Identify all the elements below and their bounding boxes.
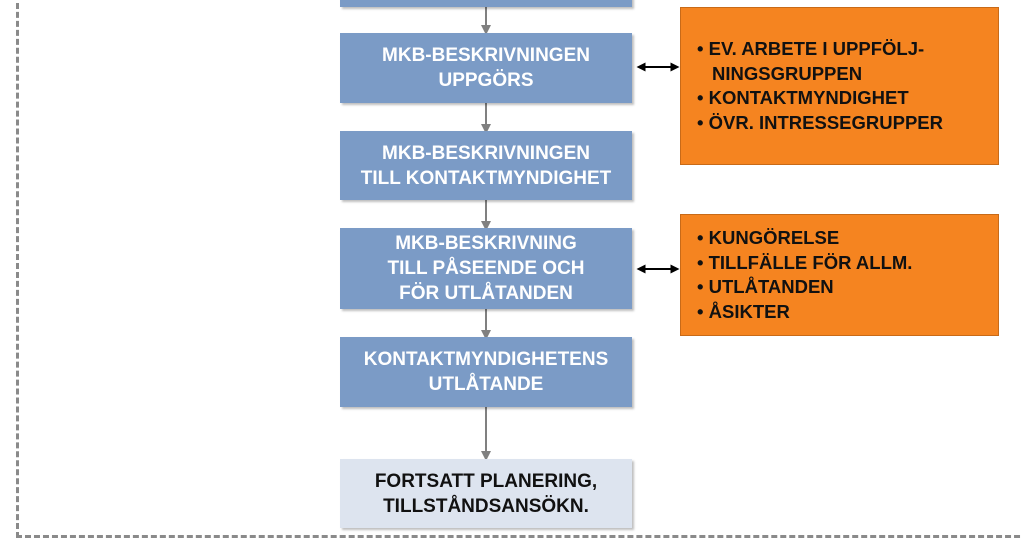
step-fortsatt-planering (340, 459, 632, 528)
step-line: TILL KONTAKTMYNDIGHET (360, 167, 612, 189)
note-line: • KONTAKTMYNDIGHET (697, 87, 909, 108)
step-line: TILL PÅSEENDE OCH (387, 258, 585, 279)
step-line: MKB-BESKRIVNINGEN (382, 142, 590, 164)
step-line: FORTSATT PLANERING, (374, 470, 598, 492)
note-line: • TILLFÄLLE FÖR ALLM. (697, 251, 913, 273)
step-line: TILLSTÅNDSANSÖKN. (383, 495, 589, 517)
note-line: NINGSGRUPPEN (712, 62, 863, 84)
note-uppfoljning (680, 7, 999, 165)
step-line: MKB-BESKRIVNINGEN (382, 45, 590, 66)
step-kontaktmyndighetens-utlatande (340, 337, 632, 407)
step-line: KONTAKTMYNDIGHETENS (363, 349, 609, 370)
step-line: UPPGÖRS (438, 70, 534, 91)
step-line: UTLÅTANDE (428, 374, 544, 395)
step-line: MKB-BESKRIVNING (395, 233, 577, 254)
note-line: • KUNGÖRELSE (697, 227, 840, 248)
step-top (340, 0, 632, 7)
note-line: • ÅSIKTER (697, 300, 790, 322)
note-kungorelse (680, 214, 999, 336)
step-till-paseende (340, 228, 632, 309)
note-line: • UTLÅTANDEN (697, 276, 834, 297)
step-line: FÖR UTLÅTANDEN (399, 283, 573, 304)
step-till-kontaktmyndighet (340, 131, 632, 200)
step-mkb-uppgors (340, 33, 632, 103)
note-line: • ÖVR. INTRESSEGRUPPER (697, 111, 943, 133)
note-line: • EV. ARBETE I UPPFÖLJ- (697, 38, 925, 59)
